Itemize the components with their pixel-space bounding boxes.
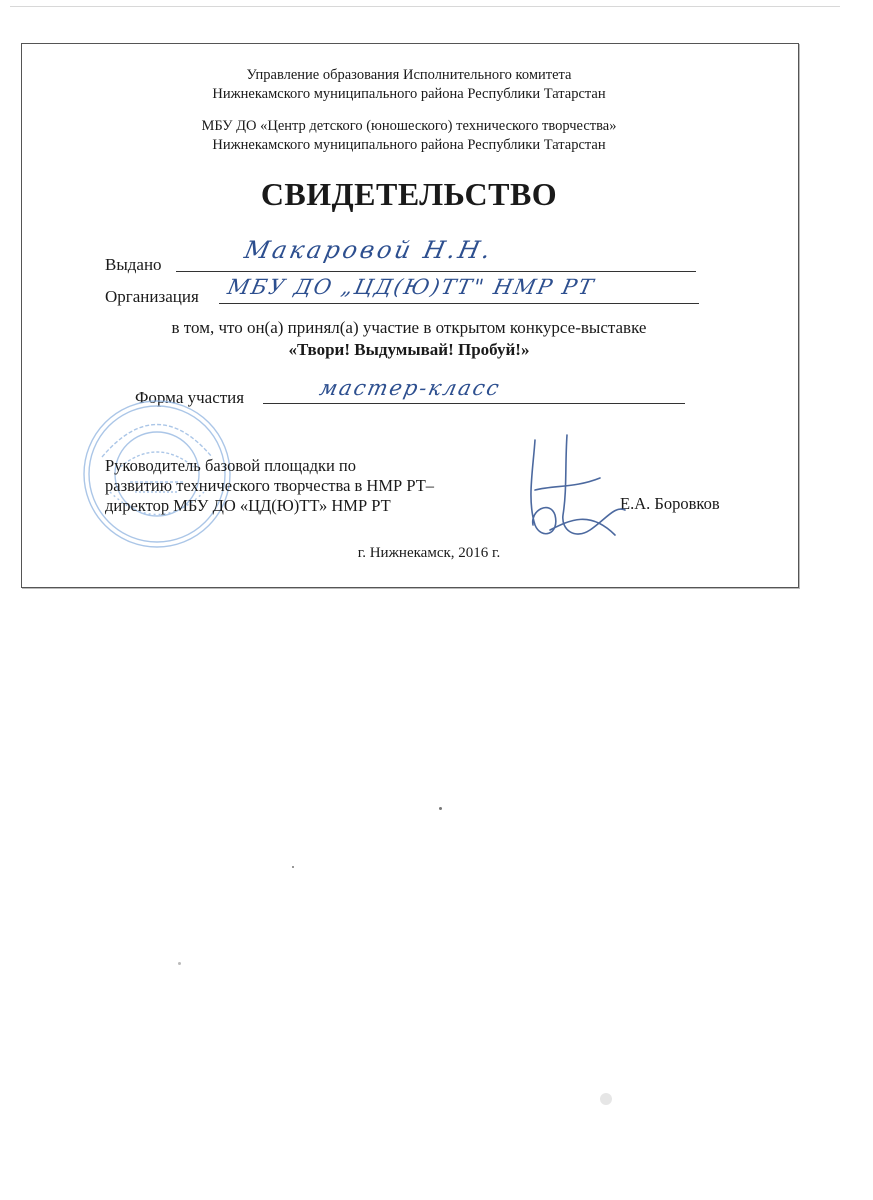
header-inst-line-2: Нижнекамского муниципального района Республики Татарстан	[212, 137, 606, 153]
signatory-name: Е.А. Боровков	[620, 494, 720, 513]
scan-speck	[600, 1093, 612, 1105]
organization-handwritten-value: МБУ ДО „ЦД(Ю)ТТ" НМР РТ	[225, 275, 598, 299]
issued-label: Выдано	[105, 255, 162, 274]
contest-name: «Твори! Выдумывай! Пробуй!»	[288, 340, 530, 359]
organization-label: Организация	[105, 287, 199, 306]
participation-label: Форма участия	[135, 388, 245, 407]
header-org-line-2: Нижнекамского муниципального района Республики Татарстан	[212, 86, 606, 102]
participation-handwritten-value: мастер-класс	[317, 376, 504, 400]
issued-handwritten-value: Макаровой Н.Н.	[242, 236, 496, 264]
scan-speck	[292, 866, 294, 868]
signatory-role-line-2: развитию технического творчества в НМР РТ–	[105, 476, 435, 495]
city-year: г. Нижнекамск, 2016 г.	[357, 545, 501, 561]
signatory-role-line-3: директор МБУ ДО «ЦД(Ю)ТТ» НМР РТ	[105, 496, 391, 515]
issued-underline	[176, 271, 696, 272]
statement-text: в том, что он(а) принял(а) участие в открытом конкурсе-выставке	[171, 318, 647, 337]
header-org-line-1: Управление образования Исполнительного комитета	[246, 67, 572, 83]
scan-speck	[178, 962, 181, 965]
signatory-role-line-1: Руководитель базовой площадки по	[105, 456, 357, 475]
organization-underline	[219, 303, 699, 304]
participation-underline	[263, 403, 685, 404]
scan-speck	[439, 807, 442, 810]
header-inst-line-1: МБУ ДО «Центр детского (юношеского) технического творчества»	[201, 118, 617, 134]
scan-edge-line	[10, 6, 840, 7]
certificate-title: СВИДЕТЕЛЬСТВО	[260, 176, 558, 212]
handwritten-signature-icon	[505, 430, 630, 555]
